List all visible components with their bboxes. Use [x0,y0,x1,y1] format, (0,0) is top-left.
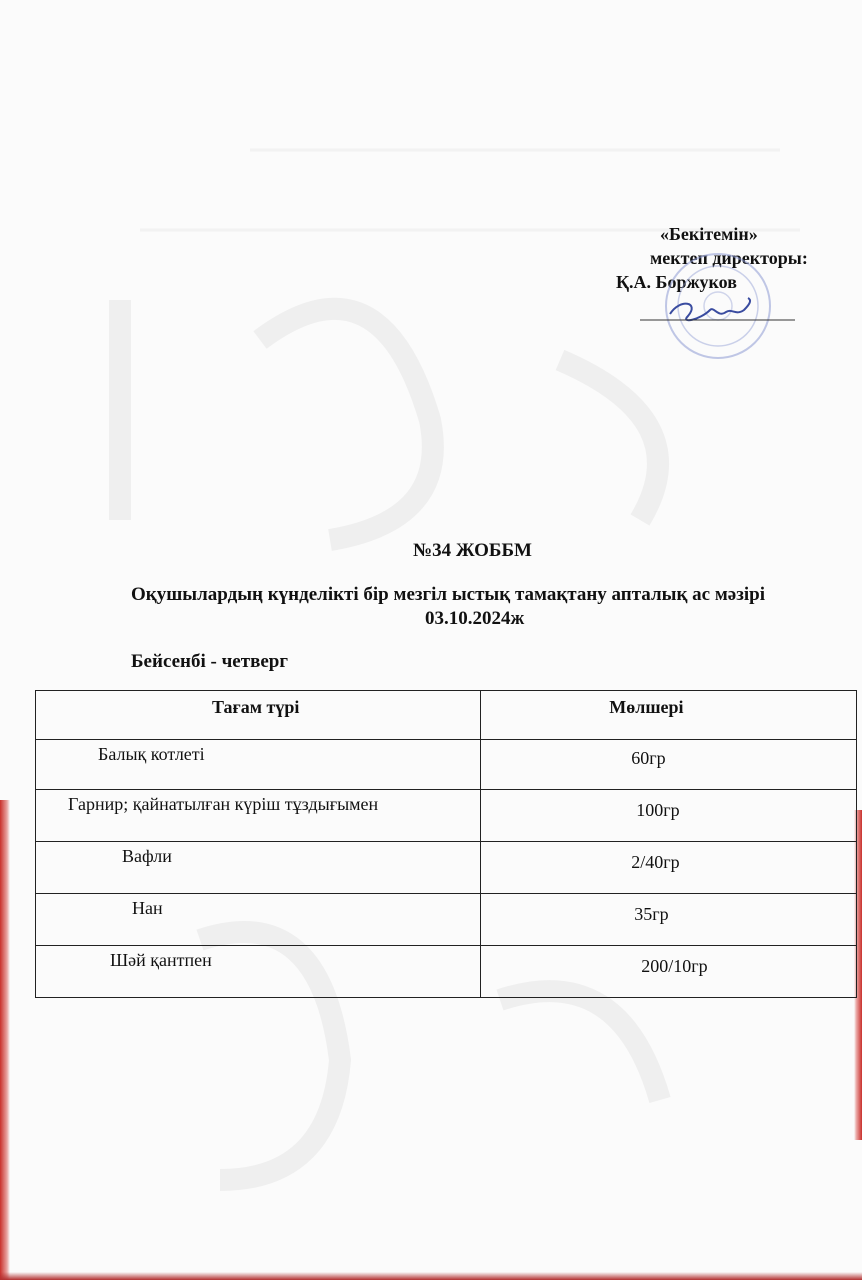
food-cell: Балық котлеті [36,740,481,790]
food-cell: Вафли [36,842,481,894]
food-cell: Гарнир; қайнатылған күріш тұздығымен [36,790,481,842]
director-signature [640,296,800,326]
menu-date: 03.10.2024ж [425,608,525,629]
food-cell: Нан [36,894,481,946]
column-header-quantity: Мөлшері [481,691,857,740]
table-row [36,790,857,842]
school-name: №34 ЖОББМ [413,540,532,561]
approval-position: мектеп директоры: [650,248,808,268]
table-row [36,946,857,998]
quantity-cell: 100гр [481,790,857,842]
quantity-cell: 35гр [481,894,857,946]
table-row [36,894,857,946]
table-row [36,842,857,894]
menu-subtitle: Оқушылардың күнделікті бір мезгіл ыстық тамақтану апталық ас мәзірі [131,584,765,605]
quantity-cell: 2/40гр [481,842,857,894]
quantity-cell: 200/10гр [481,946,857,998]
food-cell: Шәй қантпен [36,946,481,998]
table-header-row [36,691,857,740]
menu-day: Бейсенбі - четверг [131,651,288,672]
quantity-cell: 60гр [481,740,857,790]
menu-table [35,690,857,998]
approval-title: «Бекітемін» [660,224,758,244]
column-header-food: Тағам түрі [36,691,481,740]
table-row [36,740,857,790]
approval-director-name: Қ.А. Боржуков [616,272,737,292]
